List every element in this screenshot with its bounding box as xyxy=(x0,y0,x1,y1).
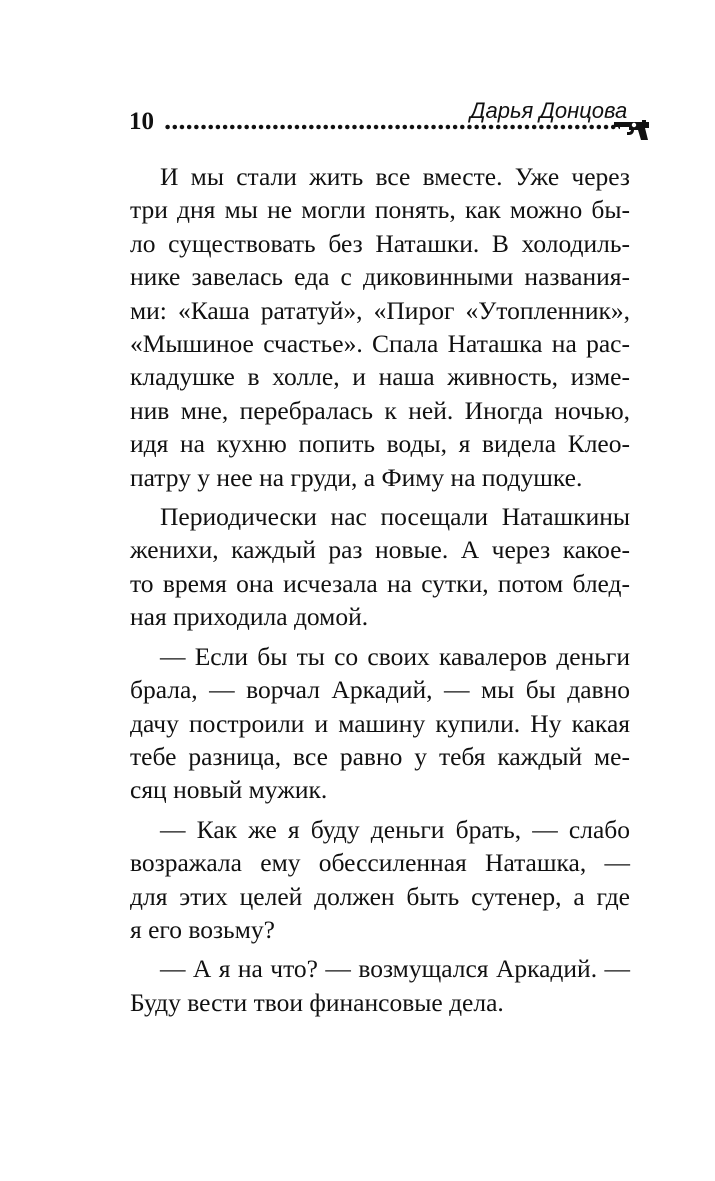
paragraph xyxy=(130,500,630,634)
text-line: я его возьму? xyxy=(130,914,275,944)
paragraph xyxy=(130,952,630,1019)
text-line: тебе разница, все равно у тебя каждый ме- xyxy=(130,741,630,771)
header-dotted-rule xyxy=(164,124,620,130)
text-line: дачу построили и машину купили. Ну какая xyxy=(130,708,630,738)
text-line: — Если бы ты со своих кавалеров деньги xyxy=(160,641,630,671)
text-line: брала, — ворчал Аркадий, — мы бы давно xyxy=(130,675,630,705)
page-number: 10 xyxy=(129,108,154,135)
text-line: — А я на что? — возмущался Аркадий. — xyxy=(160,954,630,984)
paragraph xyxy=(130,160,630,494)
body-text xyxy=(130,160,630,1025)
text-line: И мы стали жить все вместе. Уже через xyxy=(160,162,630,191)
header-author: Дарья Донцова xyxy=(470,98,628,123)
text-line: сяц новый мужик. xyxy=(130,775,328,805)
text-line: Буду вести твои финансовые дела. xyxy=(130,987,504,1017)
text-line: нике завелась еда с диковинными названия- xyxy=(130,262,630,292)
text-line: ная приходила домой. xyxy=(130,602,369,632)
revolver-icon xyxy=(612,116,654,144)
paragraph xyxy=(130,813,630,947)
text-line: то время она исчезала на сутки, потом блед- xyxy=(130,568,630,598)
text-line: нив мне, перебралась к ней. Иногда ночью, xyxy=(130,395,630,425)
text-line: кладушке в холле, и наша живность, изме- xyxy=(130,362,630,392)
text-line: патру у нее на груди, а Фиму на подушке. xyxy=(130,462,583,492)
text-line: возражала ему обессиленная Наташка, — xyxy=(130,848,630,878)
paragraph xyxy=(130,640,630,807)
text-line: идя на кухню попить воды, я видела Клео- xyxy=(130,429,630,459)
text-line: Периодически нас посещали Наташкины xyxy=(160,502,630,532)
text-line: для этих целей должен быть сутенер, а где xyxy=(130,881,630,911)
text-line: ло существовать без Наташки. В холодиль- xyxy=(130,228,630,258)
text-line: ми: «Каша рататуй», «Пирог «Утопленник», xyxy=(130,295,630,325)
text-line: — Как же я буду деньги брать, — слабо xyxy=(160,814,630,844)
text-line: женихи, каждый раз новые. А через какое- xyxy=(130,535,630,565)
running-header xyxy=(0,0,715,150)
text-line: три дня мы не могли понять, как можно бы- xyxy=(130,195,630,225)
text-line: «Мышиное счастье». Спала Наташка на рас- xyxy=(130,329,630,359)
